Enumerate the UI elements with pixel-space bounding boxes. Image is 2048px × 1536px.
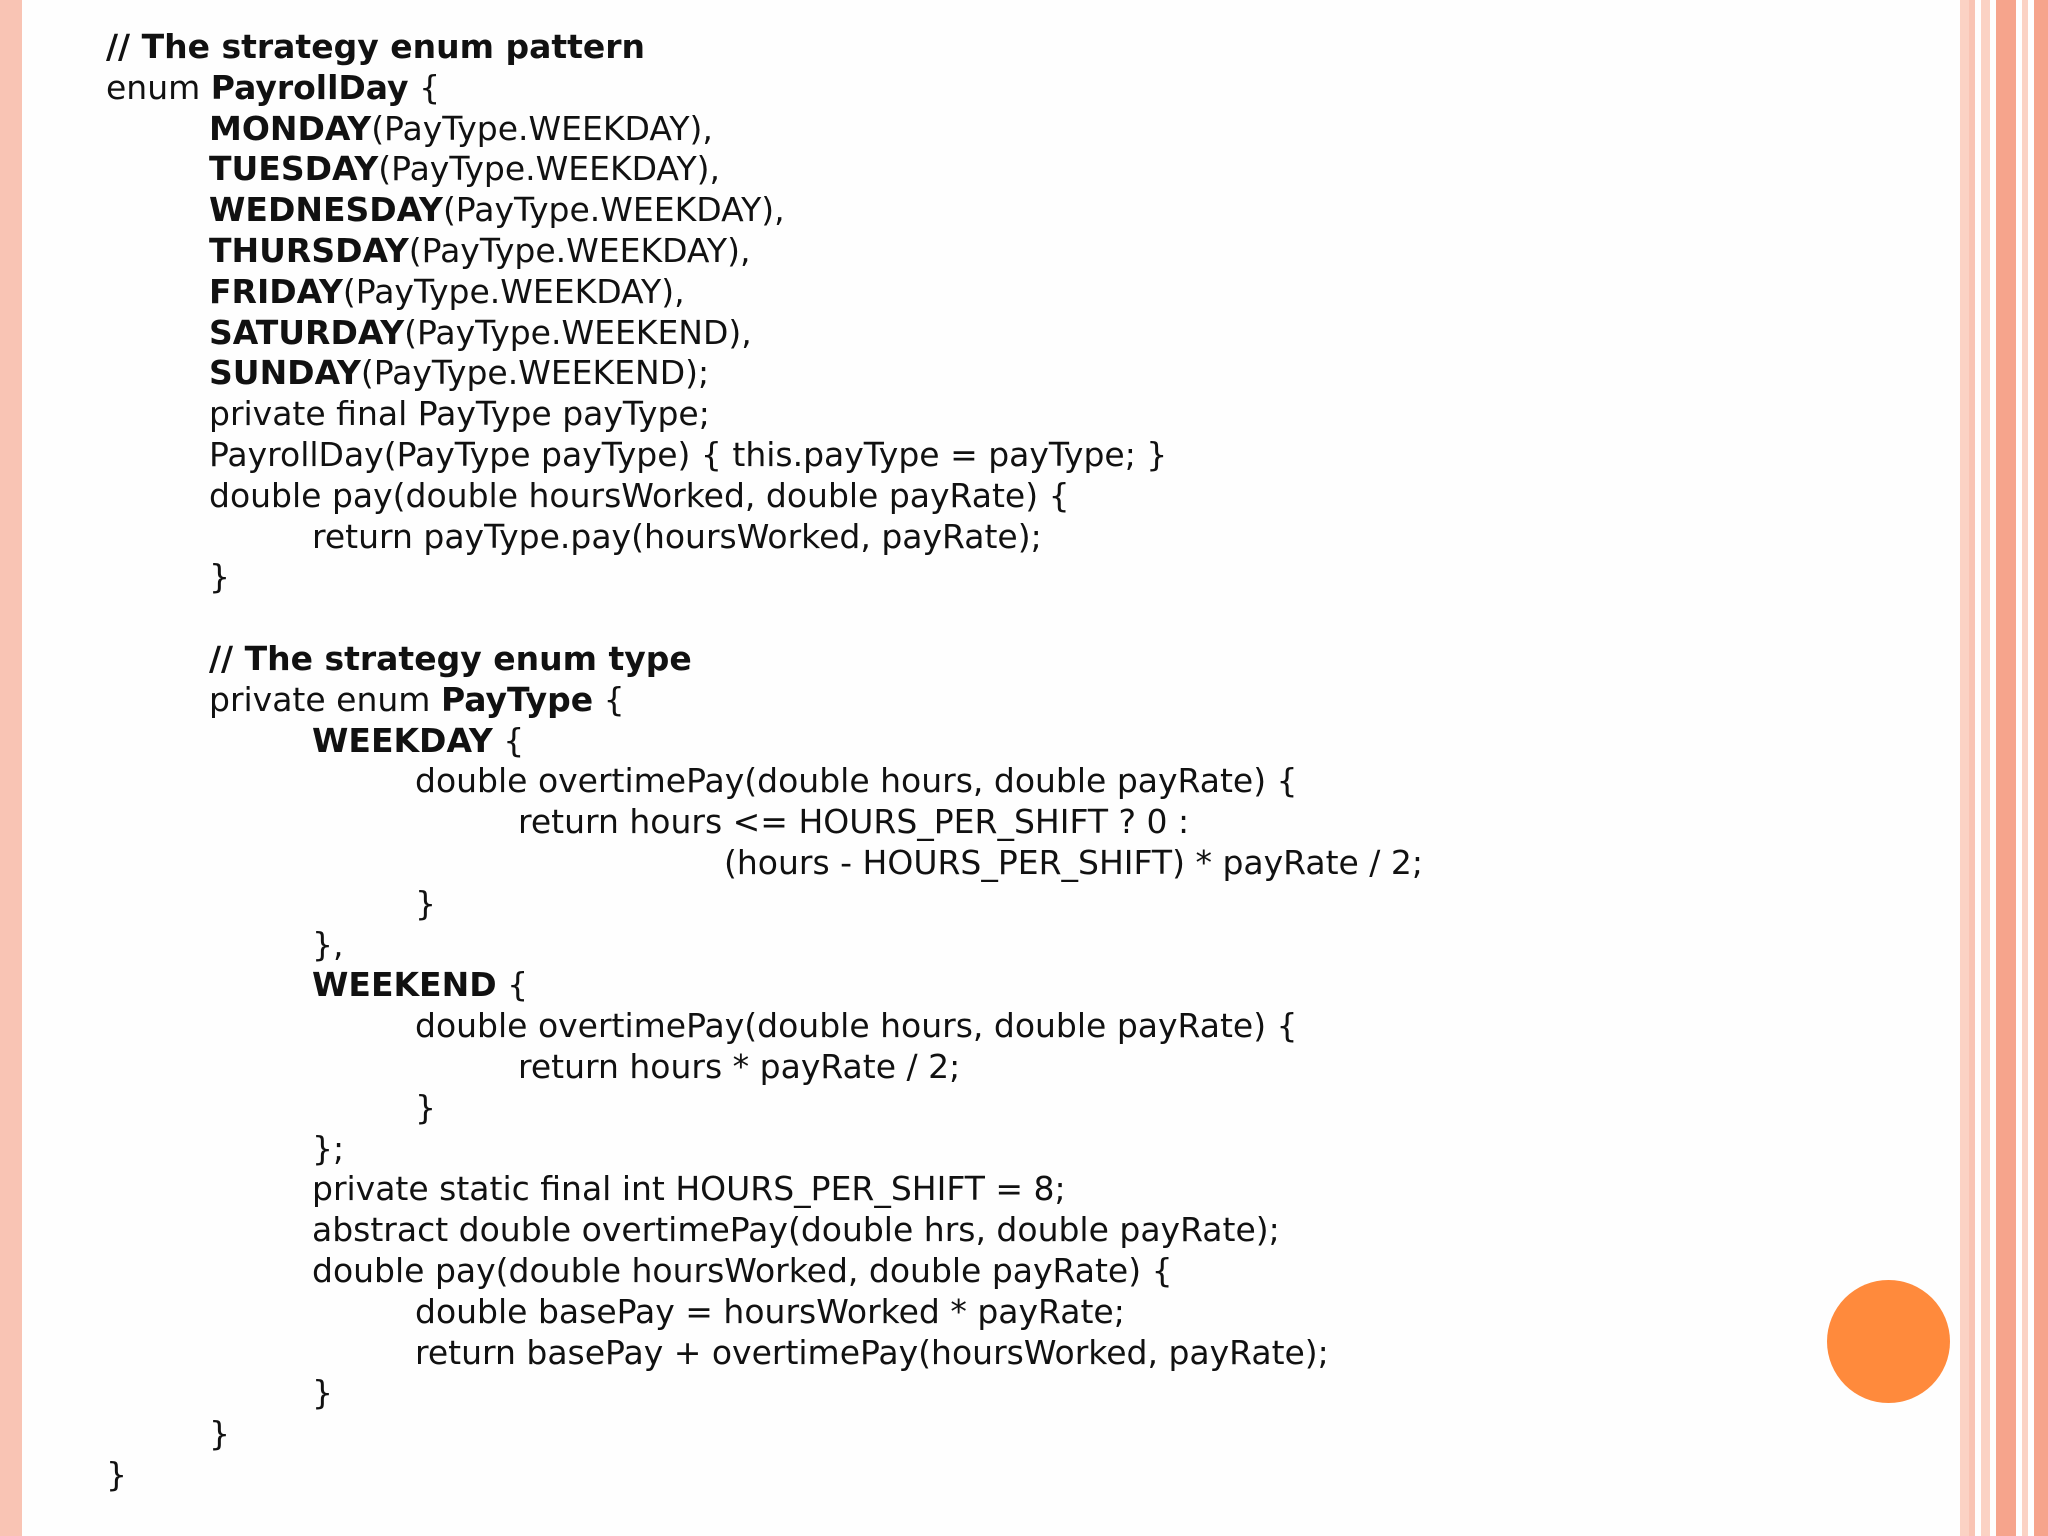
code-text: enum xyxy=(106,67,211,107)
code-text: double pay(double hoursWorked, double payRate) { xyxy=(312,1250,1173,1290)
code-line xyxy=(106,639,1966,680)
code-line xyxy=(106,925,1966,966)
code-line xyxy=(106,1455,1966,1496)
code-line xyxy=(106,68,1966,109)
code-line xyxy=(106,1292,1966,1333)
code-line xyxy=(106,761,1966,802)
code-text: (PayType.WEEKDAY), xyxy=(442,190,785,230)
code-line xyxy=(106,149,1966,190)
code-line xyxy=(106,517,1966,558)
code-text: { xyxy=(593,679,625,719)
code-text: private enum xyxy=(209,679,441,719)
code-line xyxy=(106,1129,1966,1170)
code-text: { xyxy=(496,965,529,1005)
code-text: } xyxy=(106,1454,127,1494)
code-line xyxy=(106,884,1966,925)
right-stripe-5 xyxy=(2022,0,2028,1536)
code-text: { xyxy=(492,720,525,760)
code-text: } xyxy=(415,883,436,923)
code-line xyxy=(106,1373,1966,1414)
right-stripe-4 xyxy=(1996,0,2016,1536)
right-stripe-3 xyxy=(1981,0,1990,1536)
code-keyword: FRIDAY xyxy=(209,271,343,311)
code-line xyxy=(106,1047,1966,1088)
code-text: } xyxy=(209,1414,230,1454)
code-line xyxy=(106,680,1966,721)
code-line xyxy=(106,1210,1966,1251)
code-text: return hours * payRate / 2; xyxy=(518,1046,961,1086)
code-text: private static final int HOURS_PER_SHIFT = 8; xyxy=(312,1169,1066,1209)
code-text: double pay(double hoursWorked, double payRate) { xyxy=(209,475,1070,515)
code-text: (PayType.WEEKEND), xyxy=(404,312,752,352)
code-text: PayrollDay(PayType payType) { this.payType = payType; } xyxy=(209,434,1168,474)
code-text: (PayType.WEEKDAY), xyxy=(408,230,751,270)
code-line xyxy=(106,1169,1966,1210)
code-line xyxy=(106,27,1966,68)
code-text: (PayType.WEEKEND); xyxy=(360,353,710,393)
code-line xyxy=(106,109,1966,150)
code-line xyxy=(106,843,1966,884)
code-text: private final PayType payType; xyxy=(209,394,710,434)
code-text: return hours <= HOURS_PER_SHIFT ? 0 : xyxy=(518,802,1190,842)
code-keyword: // The strategy enum type xyxy=(209,638,692,678)
code-line xyxy=(106,802,1966,843)
code-keyword: PayrollDay xyxy=(210,67,409,107)
code-text: }; xyxy=(312,1128,345,1168)
code-text: (PayType.WEEKDAY), xyxy=(378,149,720,189)
code-line xyxy=(106,965,1966,1006)
code-text: double basePay = hoursWorked * payRate; xyxy=(415,1291,1125,1331)
code-line xyxy=(106,721,1966,762)
code-keyword: WEEKEND xyxy=(312,965,497,1005)
code-text: (PayType.WEEKDAY), xyxy=(371,108,713,148)
code-text: (hours - HOURS_PER_SHIFT) * payRate / 2; xyxy=(724,842,1424,882)
code-text: double overtimePay(double hours, double payRate) { xyxy=(415,1006,1298,1046)
code-keyword: MONDAY xyxy=(209,108,372,148)
code-text: } xyxy=(415,1087,436,1127)
code-text: double overtimePay(double hours, double payRate) { xyxy=(415,761,1298,801)
code-text: { xyxy=(408,67,441,107)
code-line xyxy=(106,231,1966,272)
code-line xyxy=(106,313,1966,354)
code-keyword: WEEKDAY xyxy=(312,720,493,760)
code-line xyxy=(106,1251,1966,1292)
code-text: abstract double overtimePay(double hrs, double payRate); xyxy=(312,1210,1280,1250)
code-line xyxy=(106,272,1966,313)
code-line xyxy=(106,190,1966,231)
code-keyword: PayType xyxy=(440,679,594,719)
accent-circle xyxy=(1827,1280,1950,1403)
code-line xyxy=(106,435,1966,476)
code-line xyxy=(106,1414,1966,1455)
code-text: return basePay + overtimePay(hoursWorked, payRate); xyxy=(415,1332,1329,1372)
code-keyword: WEDNESDAY xyxy=(209,190,443,230)
code-line xyxy=(106,1333,1966,1374)
code-line xyxy=(106,598,1966,639)
code-line xyxy=(106,394,1966,435)
code-line xyxy=(106,476,1966,517)
left-border xyxy=(0,0,22,1536)
code-text: return payType.pay(hoursWorked, payRate); xyxy=(312,516,1042,556)
code-keyword: THURSDAY xyxy=(209,230,409,270)
code-text: (PayType.WEEKDAY), xyxy=(342,271,685,311)
right-stripe-2 xyxy=(1969,0,1975,1536)
code-keyword: // The strategy enum pattern xyxy=(106,27,646,66)
code-text: } xyxy=(312,1373,333,1413)
code-line xyxy=(106,1088,1966,1129)
code-line xyxy=(106,353,1966,394)
code-keyword: TUESDAY xyxy=(209,149,379,189)
right-stripe-6 xyxy=(2034,0,2048,1536)
code-keyword: SUNDAY xyxy=(209,353,361,393)
code-line xyxy=(106,557,1966,598)
code-keyword: SATURDAY xyxy=(209,312,405,352)
code-text: }, xyxy=(312,924,344,964)
code-block xyxy=(106,27,1966,1496)
code-text: } xyxy=(209,557,230,597)
code-line xyxy=(106,1006,1966,1047)
